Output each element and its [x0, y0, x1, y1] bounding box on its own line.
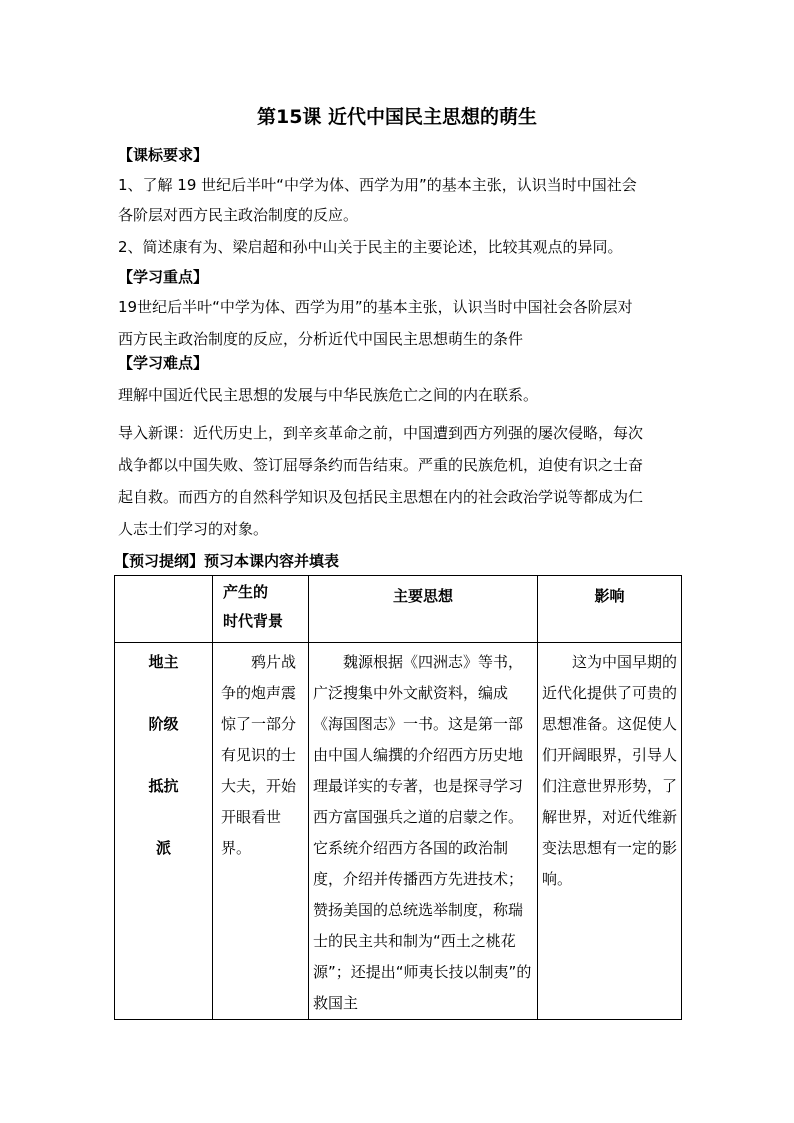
header-background-line-2: 时代背景: [223, 612, 284, 630]
difficulty-heading: 【学习难点】: [118, 354, 209, 372]
preview-heading: 【预习提纲】预习本课内容并填表: [114, 552, 340, 570]
standard-item-1-line-1: 1、了解 19 世纪后半叶“中学为体、西学为用”的基本主张，认识当时中国社会: [118, 176, 637, 194]
row-label-part: 地主: [148, 653, 179, 671]
standard-item-1-line-2: 各阶层对西方民主政治制度的反应。: [118, 206, 359, 224]
focus-heading: 【学习重点】: [118, 268, 209, 286]
intro-line-4: 人志士们学习的对象。: [118, 520, 269, 538]
header-influence: 影响: [538, 576, 682, 643]
idea-cell: 魏源根据《四洲志》等书，广泛搜集中外文献资料，编成《海国图志》一书。这是第一部由中国人编撰的介绍西方历史地理最详实的专著，也是探寻学习西方富国强兵之道的启蒙之作。它系统介绍西方各国的政治制度，介绍并传播西方先进技术；赞扬美国的总统选举制度，称瑞士的民主共和制为“西土之桃花源”；还提出“师夷长技以制夷”的救国主: [309, 643, 538, 1020]
header-background: [213, 576, 309, 643]
table-row: [115, 643, 682, 1020]
header-background-line-1: 产生的: [223, 583, 269, 601]
preview-table: [114, 575, 682, 1020]
focus-line-2: 西方民主政治制度的反应，分析近代中国民主思想萌生的条件: [118, 330, 524, 348]
page-title: 第15课 近代中国民主思想的萌生: [256, 106, 538, 128]
standard-item-2: 2、简述康有为、梁启超和孙中山关于民主的主要论述，比较其观点的异同。: [118, 238, 623, 256]
standard-heading: 【课标要求】: [118, 146, 209, 164]
difficulty-text: 理解中国近代民主思想的发展与中华民族危亡之间的内在联系。: [118, 386, 539, 404]
focus-line-1: 19世纪后半叶“中学为体、西学为用”的基本主张，认识当时中国社会各阶层对: [118, 298, 633, 316]
background-cell: 鸦片战争的炮声震惊了一部分有见识的士大夫，开始开眼看世界。: [213, 643, 309, 1020]
row-label-part: 派: [155, 839, 171, 857]
influence-cell: 这为中国早期的近代化提供了可贵的思想准备。这促使人们开阔眼界，引导人们注意世界形势，了解世界，对近代维新变法思想有一定的影响。: [538, 643, 682, 1020]
row-label-part: 抵抗: [148, 777, 179, 795]
row-label-part: 阶级: [148, 715, 179, 733]
table-header-row: [115, 576, 682, 643]
header-idea: 主要思想: [309, 576, 538, 643]
intro-line-3: 起自救。而西方的自然科学知识及包括民主思想在内的社会政治学说等都成为仁: [118, 488, 644, 506]
intro-line-1: 导入新课：近代历史上，到辛亥革命之前，中国遭到西方列强的屡次侵略，每次: [118, 424, 644, 442]
row-label-cell: [115, 643, 213, 1020]
header-empty-cell: [115, 576, 213, 643]
intro-line-2: 战争都以中国失败、签订屈辱条约而告结束。严重的民族危机，迫使有识之士奋: [118, 456, 644, 474]
